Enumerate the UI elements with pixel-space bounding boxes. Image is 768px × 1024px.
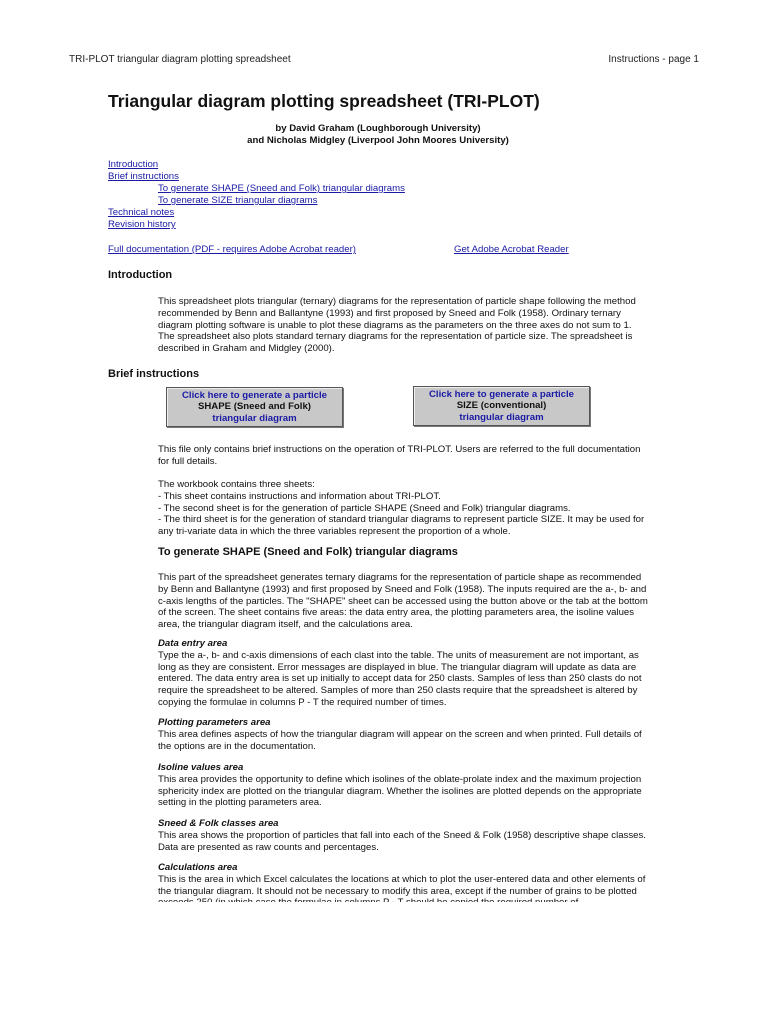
brief-instructions-heading: Brief instructions [108, 368, 200, 380]
calculations-text: This is the area in which Excel calculates the locations at which to plot the user-entered data and other elements of the triangular diagram. It should not be necessary to modify this area, except if the number of grains to be plotted [158, 873, 646, 897]
toc-link-technical-notes[interactable]: Technical notes [108, 207, 175, 218]
generate-size-button[interactable] [413, 386, 590, 426]
workbook-item-2: - The second sheet is for the generation of particle SHAPE (Sneed and Folk) triangular diagrams. [158, 502, 571, 514]
shape-section-intro: This part of the spreadsheet generates ternary diagrams for the representation of particle shape as recommended by Benn and Ballantyne (1993) and first proposed by Sneed and Folk (1958). The inputs required are the a-, b- and c-axis lengths of the particles. The "SHAPE" sheet can be accessed using the button above or the tab at the bottom of the screen. The sheet contains five areas: the data entry area, the plotting parameters area, the isoline values area, the triangular diagram itself, and the calculations area. [158, 572, 648, 631]
workbook-sheets-list [158, 479, 648, 538]
workbook-intro: The workbook contains three sheets: [158, 479, 315, 490]
author-line-1: by David Graham (Loughborough University) [275, 123, 481, 134]
table-of-contents [108, 159, 405, 231]
shape-section-heading: To generate SHAPE (Sneed and Folk) triangular diagrams [158, 546, 458, 558]
toc-link-size[interactable]: To generate SIZE triangular diagrams [158, 195, 318, 206]
adobe-reader-link[interactable]: Get Adobe Acrobat Reader [454, 244, 569, 255]
running-header-page: Instructions - page 1 [608, 54, 699, 65]
size-button-line-1: Click here to generate a particle [428, 388, 575, 400]
sneed-folk-text: This area shows the proportion of particles that fall into each of the Sneed & Folk (1958) descriptive shape classes. Data are presented as raw counts and percentages. [158, 829, 646, 853]
toc-link-introduction[interactable]: Introduction [108, 159, 159, 170]
toc-link-brief-instructions[interactable]: Brief instructions [108, 171, 179, 182]
page-cutoff-mask [0, 902, 768, 1024]
introduction-heading: Introduction [108, 269, 173, 281]
workbook-item-3: - The third sheet is for the generation of standard triangular diagrams to represent particle SIZE. It may be used for any tri-variate data in which the three variables represent the proportion of a whole. [158, 514, 645, 538]
workbook-item-1: - This sheet contains instructions and information about TRI-PLOT. [158, 490, 441, 502]
isoline-block [158, 762, 648, 809]
plotting-title: Plotting parameters area [158, 717, 271, 728]
sneed-folk-title: Sneed & Folk classes area [158, 818, 279, 829]
size-button-line-3: triangular diagram [459, 411, 544, 423]
shape-button-line-3: triangular diagram [212, 412, 297, 424]
size-button-line-2: SIZE (conventional) [456, 400, 547, 412]
data-entry-text: Type the a-, b- and c-axis dimensions of each clast into the table. The units of measurement are not important, as long as they are consistent. Error messages are displayed in blue. The triangular diagram will update as data are entered. The data entry area is set up initially to accept data for 250 clasts. Samples of less than 250 clasts do not require the spreadsheet to be altered. Samples of more than 250 clasts require that the spreadsheet is altered by copying the formulae in columns P - T the required number of times. [158, 649, 642, 708]
plotting-block [158, 717, 648, 752]
isoline-title: Isoline values area [158, 762, 244, 773]
page-title: Triangular diagram plotting spreadsheet (TRI-PLOT) [108, 91, 540, 111]
full-documentation-link[interactable]: Full documentation (PDF - requires Adobe Acrobat reader) [108, 244, 356, 255]
toc-link-shape[interactable]: To generate SHAPE (Sneed and Folk) triangular diagrams [158, 183, 405, 194]
isoline-text: This area provides the opportunity to define which isolines of the oblate-prolate index and the maximum projection sphericity index are plotted on the triangular diagram. Whether the isolines are plotted depends on the appropriate setting in the plotting parameters area. [158, 773, 642, 809]
toc-link-revision-history[interactable]: Revision history [108, 219, 176, 230]
calculations-title: Calculations area [158, 862, 238, 873]
plotting-text: This area defines aspects of how the triangular diagram will appear on the screen and when printed. Full details of the options are in the documentation. [158, 728, 642, 752]
introduction-text: This spreadsheet plots triangular (ternary) diagrams for the representation of particle shape following the method recommended by Benn and Ballantyne (1993) and first proposed by Sneed and Folk (1958). Ordinary ternary diagram plotting software is unable to plot these diagrams as the parameters on the three axes do not sum to 1. The spreadsheet also plots standard ternary diagrams for the representation of particle size. The spreadsheet is described in Graham and Midgley (2000). [158, 296, 636, 355]
sneed-folk-block [158, 818, 648, 853]
data-entry-title: Data entry area [158, 638, 228, 649]
shape-button-line-1: Click here to generate a particle [181, 389, 328, 401]
brief-paragraph-1: This file only contains brief instructions on the operation of TRI-PLOT. Users are referred to the full documentation for full details. [158, 444, 641, 467]
generate-shape-button[interactable] [166, 387, 343, 427]
data-entry-block [158, 638, 648, 709]
running-header-title: TRI-PLOT triangular diagram plotting spreadsheet [69, 54, 291, 65]
author-line-2: and Nicholas Midgley (Liverpool John Moores University) [247, 135, 509, 146]
authors [0, 123, 756, 147]
shape-button-line-2: SHAPE (Sneed and Folk) [197, 401, 311, 413]
